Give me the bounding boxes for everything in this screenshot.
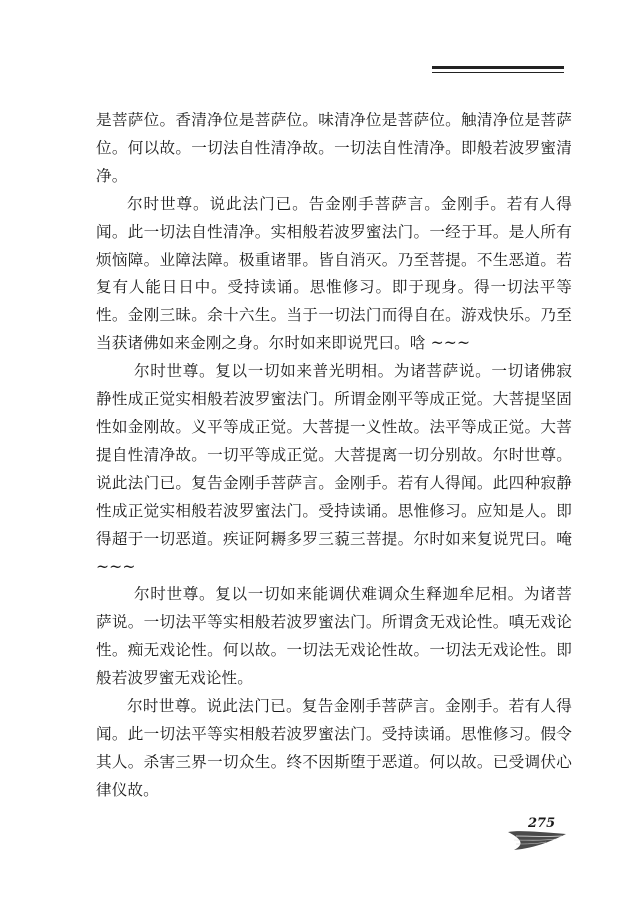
header-rule-thin	[432, 72, 564, 73]
paragraph: 尔时世尊。复以一切如来普光明相。为诸菩萨说。一切诸佛寂静性成正觉实相般若波罗蜜法门。所谓金刚平等成正觉。大菩提坚固性如金刚故。义平等成正觉。大菩提一义性故。法平等成正觉。大菩提自性清净故。一切平等成正觉。大菩提离一切分别故。尔时世尊。说此法门已。复告金刚手菩萨言。金刚手。若有人得闻。此四种寂静性成正觉实相般若波罗蜜法门。受持读诵。思惟修习。应知是人。即得超于一切恶道。疾证阿耨多罗三藐三菩提。尔时如来复说咒曰。唵 ~~~	[96, 362, 572, 576]
paragraph: 是菩萨位。香清净位是菩萨位。味清净位是菩萨位。触清净位是菩萨位。何以故。一切法自性清净故。一切法自性清净。即般若波罗蜜清净。	[96, 111, 572, 185]
paragraph: 尔时世尊。说此法门已。告金刚手菩萨言。金刚手。若有人得闻。此一切法自性清净。实相般若波罗蜜法门。一经于耳。是人所有烦恼障。业障法障。极重诸罪。皆自消灭。乃至菩提。不生恶道。若复有人能日日中。受持读诵。思惟修习。即于现身。得一切法平等性。金刚三昧。余十六生。当于一切法门而得自在。游戏快乐。乃至当获诸佛如来金刚之身。尔时如来即说咒曰。唅 ~~~	[96, 194, 572, 353]
header-rule-thick	[432, 66, 564, 69]
brush-stroke-ornament	[506, 826, 568, 852]
paragraph: 尔时世尊。说此法门已。复告金刚手菩萨言。金刚手。若有人得闻。此一切法平等实相般若波罗蜜法门。受持读诵。思惟修习。假令其人。杀害三界一切众生。终不因斯堕于恶道。何以故。已受调伏心律仪故。	[96, 697, 572, 799]
paragraph: 尔时世尊。复以一切如来能调伏难调众生释迦牟尼相。为诸菩萨说。一切法平等实相般若波罗蜜法门。所谓贪无戏论性。嗔无戏论性。痴无戏论性。何以故。一切法无戏论性故。一切法无戏论性。即般若波罗蜜无戏论性。	[96, 585, 572, 688]
body-text	[96, 107, 572, 805]
page-number: 275	[528, 816, 556, 831]
